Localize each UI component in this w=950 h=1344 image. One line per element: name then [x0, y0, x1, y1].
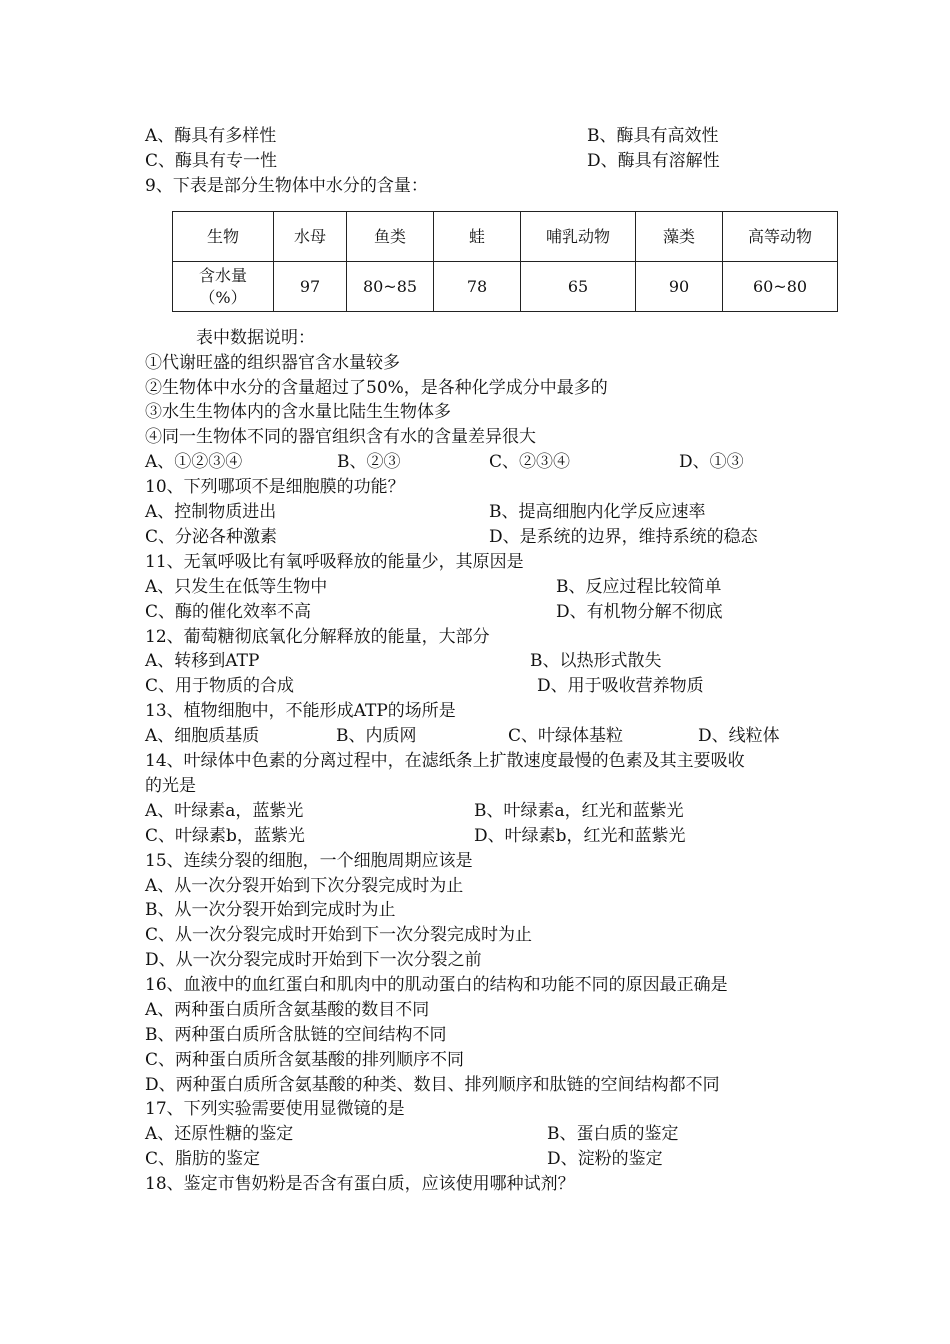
table-cell: 60~80 — [723, 262, 838, 312]
q12-stem: 12、葡萄糖彻底氧化分解释放的能量，大部分 — [145, 627, 490, 647]
q9-stem: 9、下表是部分生物体中水分的含量： — [145, 176, 428, 196]
q10-stem: 10、下列哪项不是细胞膜的功能？ — [145, 477, 405, 497]
q9-statement: ②生物体中水分的含量超过了50%，是各种化学成分中最多的 — [145, 378, 608, 398]
table-header-cell: 生物 — [173, 212, 274, 262]
q14-option-b: B、叶绿素a，红光和蓝紫光 — [474, 801, 684, 821]
table-row-label: 含水量（%） — [173, 262, 274, 312]
q15-option-d: D、从一次分裂完成时开始到下一次分裂之前 — [145, 950, 482, 970]
table-header-cell: 藻类 — [636, 212, 723, 262]
q10-option-c: C、分泌各种激素 — [145, 527, 278, 547]
q14-option-a: A、叶绿素a，蓝紫光 — [145, 801, 304, 821]
q13-option-b: B、内质网 — [336, 726, 417, 746]
q8-option-c: C、酶具有专一性 — [145, 151, 278, 171]
q8-option-a: A、酶具有多样性 — [145, 126, 277, 146]
q15-stem: 15、连续分裂的细胞，一个细胞周期应该是 — [145, 851, 473, 871]
table-header-cell: 哺乳动物 — [521, 212, 636, 262]
q11-option-c: C、酶的催化效率不高 — [145, 602, 312, 622]
q17-option-d: D、淀粉的鉴定 — [547, 1149, 663, 1169]
table-header-cell: 水母 — [274, 212, 347, 262]
table-cell: 90 — [636, 262, 723, 312]
q16-option-a: A、两种蛋白质所含氨基酸的数目不同 — [145, 1000, 430, 1020]
table-header-cell: 鱼类 — [347, 212, 434, 262]
water-content-table — [172, 211, 838, 312]
q10-option-b: B、提高细胞内化学反应速率 — [489, 502, 706, 522]
q16-option-d: D、两种蛋白质所含氨基酸的种类、数目、排列顺序和肽链的空间结构都不同 — [145, 1075, 720, 1095]
q9-statement: ①代谢旺盛的组织器官含水量较多 — [145, 353, 400, 373]
q11-stem: 11、无氧呼吸比有氧呼吸释放的能量少，其原因是 — [145, 552, 524, 572]
q12-option-d: D、用于吸收营养物质 — [537, 676, 704, 696]
table-cell: 80~85 — [347, 262, 434, 312]
q16-option-b: B、两种蛋白质所含肽链的空间结构不同 — [145, 1025, 447, 1045]
q8-option-d: D、酶具有溶解性 — [587, 151, 720, 171]
q12-option-c: C、用于物质的合成 — [145, 676, 295, 696]
q9-option-d: D、①③ — [679, 452, 744, 472]
q11-option-d: D、有机物分解不彻底 — [556, 602, 723, 622]
q15-option-a: A、从一次分裂开始到下次分裂完成时为止 — [145, 876, 464, 896]
q11-option-b: B、反应过程比较简单 — [556, 577, 722, 597]
table-header-cell: 高等动物 — [723, 212, 838, 262]
q10-option-d: D、是系统的边界，维持系统的稳态 — [489, 527, 758, 547]
q18-stem: 18、鉴定市售奶粉是否含有蛋白质，应该使用哪种试剂？ — [145, 1174, 575, 1194]
q14-option-c: C、叶绿素b，蓝紫光 — [145, 826, 305, 846]
q15-option-c: C、从一次分裂完成时开始到下一次分裂完成时为止 — [145, 925, 533, 945]
table-header-row — [173, 212, 838, 262]
table-cell: 65 — [521, 262, 636, 312]
table-row — [173, 262, 838, 312]
q8-option-b: B、酶具有高效性 — [587, 126, 719, 146]
q13-stem: 13、植物细胞中，不能形成ATP的场所是 — [145, 701, 456, 721]
q14-option-d: D、叶绿素b，红光和蓝紫光 — [474, 826, 686, 846]
q9-option-c: C、②③④ — [489, 452, 571, 472]
q13-option-a: A、细胞质基质 — [145, 726, 260, 746]
q12-option-b: B、以热形式散失 — [530, 651, 662, 671]
q9-statement: ③水生生物体内的含水量比陆生生物体多 — [145, 402, 451, 422]
q17-option-a: A、还原性糖的鉴定 — [145, 1124, 294, 1144]
q12-option-a: A、转移到ATP — [145, 651, 260, 671]
q17-option-b: B、蛋白质的鉴定 — [547, 1124, 679, 1144]
q17-option-c: C、脂肪的鉴定 — [145, 1149, 261, 1169]
q10-option-a: A、控制物质进出 — [145, 502, 277, 522]
q14-stem: 14、叶绿体中色素的分离过程中，在滤纸条上扩散速度最慢的色素及其主要吸收 — [145, 751, 745, 771]
q15-option-b: B、从一次分裂开始到完成时为止 — [145, 900, 396, 920]
q14-stem-continued: 的光是 — [145, 776, 196, 796]
q16-stem: 16、血液中的血红蛋白和肌肉中的肌动蛋白的结构和功能不同的原因最正确是 — [145, 975, 728, 995]
q9-note-title: 表中数据说明： — [196, 328, 315, 348]
table-cell: 78 — [434, 262, 521, 312]
q9-statement: ④同一生物体不同的器官组织含有水的含量差异很大 — [145, 427, 536, 447]
table-header-cell: 蛙 — [434, 212, 521, 262]
q11-option-a: A、只发生在低等生物中 — [145, 577, 328, 597]
q9-option-b: B、②③ — [337, 452, 401, 472]
q17-stem: 17、下列实验需要使用显微镜的是 — [145, 1099, 405, 1119]
table-cell: 97 — [274, 262, 347, 312]
q13-option-d: D、线粒体 — [698, 726, 780, 746]
q9-option-a: A、①②③④ — [145, 452, 243, 472]
q13-option-c: C、叶绿体基粒 — [508, 726, 624, 746]
q16-option-c: C、两种蛋白质所含氨基酸的排列顺序不同 — [145, 1050, 465, 1070]
